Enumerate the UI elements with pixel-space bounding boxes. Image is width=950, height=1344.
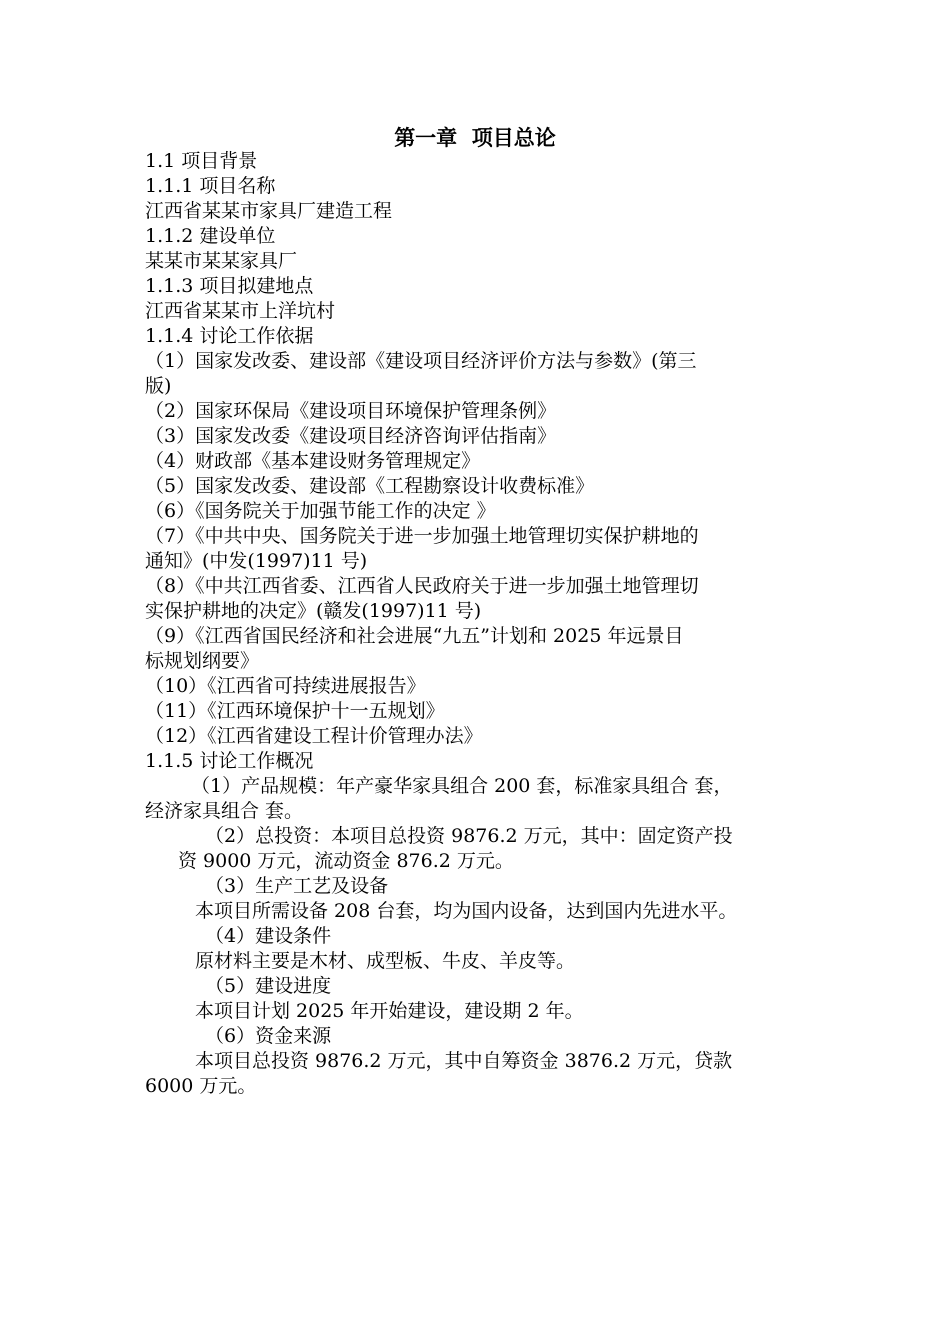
overview-heading: （3）生产工艺及设备 xyxy=(205,875,389,897)
reference-item: （1）国家发改委、建设部《建设项目经济评价方法与参数》(第三 xyxy=(145,350,697,372)
reference-item: （5）国家发改委、建设部《工程勘察设计收费标准》 xyxy=(145,475,595,497)
overview-heading: （5）建设进度 xyxy=(205,975,332,997)
reference-item: （2）国家环保局《建设项目环境保护管理条例》 xyxy=(145,400,557,422)
overview-item: （1）产品规模：年产豪华家具组合 200 套，标准家具组合 套， xyxy=(191,775,733,797)
subsection-heading: 1.1.4 讨论工作依据 xyxy=(145,325,314,347)
overview-item: 经济家具组合 套。 xyxy=(145,800,304,822)
reference-item: 标规划纲要》 xyxy=(145,650,260,672)
paragraph-line: 江西省某某市家具厂建造工程 xyxy=(145,200,393,222)
reference-item: （4）财政部《基本建设财务管理规定》 xyxy=(145,450,481,472)
overview-item: 原材料主要是木材、成型板、牛皮、羊皮等。 xyxy=(195,950,576,972)
reference-item: （8）《中共江西省委、江西省人民政府关于进一步加强土地管理切 xyxy=(145,575,699,597)
reference-item: （3）国家发改委《建设项目经济咨询评估指南》 xyxy=(145,425,557,447)
overview-item: 本项目计划 2025 年开始建设，建设期 2 年。 xyxy=(195,1000,584,1022)
overview-item: 本项目总投资 9876.2 万元，其中自筹资金 3876.2 万元，贷款 xyxy=(195,1050,733,1072)
subsection-heading: 1.1.2 建设单位 xyxy=(145,225,276,247)
overview-item: 资 9000 万元，流动资金 876.2 万元。 xyxy=(178,850,514,872)
reference-item: （12）《江西省建设工程计价管理办法》 xyxy=(145,725,483,747)
reference-item: 实保护耕地的决定》(赣发(1997)11 号) xyxy=(145,600,482,622)
reference-item: （11）《江西环境保护十一五规划》 xyxy=(145,700,445,722)
overview-item: 本项目所需设备 208 台套，均为国内设备，达到国内先进水平。 xyxy=(195,900,738,922)
paragraph-line: 某某市某某家具厂 xyxy=(145,250,298,272)
reference-item: （6）《国务院关于加强节能工作的决定 》 xyxy=(145,500,496,522)
paragraph-line: 江西省某某市上洋坑村 xyxy=(145,300,336,322)
chapter-title: 第一章 项目总论 xyxy=(394,125,556,150)
subsection-heading: 1.1.5 讨论工作概况 xyxy=(145,750,314,772)
reference-item: 通知》(中发(1997)11 号) xyxy=(145,550,368,572)
reference-item: 版) xyxy=(145,375,172,397)
overview-heading: （6）资金来源 xyxy=(205,1025,332,1047)
overview-heading: （4）建设条件 xyxy=(205,925,332,947)
reference-item: （9）《江西省国民经济和社会进展“九五”计划和 2025 年远景目 xyxy=(145,625,684,647)
overview-item: （2）总投资：本项目总投资 9876.2 万元，其中：固定资产投 xyxy=(205,825,733,847)
subsection-heading: 1.1.3 项目拟建地点 xyxy=(145,275,314,297)
overview-item: 6000 万元。 xyxy=(145,1075,257,1097)
reference-item: （7）《中共中央、国务院关于进一步加强土地管理切实保护耕地的 xyxy=(145,525,699,547)
reference-item: （10）《江西省可持续进展报告》 xyxy=(145,675,426,697)
section-heading: 1.1 项目背景 xyxy=(145,150,258,172)
subsection-heading: 1.1.1 项目名称 xyxy=(145,175,276,197)
